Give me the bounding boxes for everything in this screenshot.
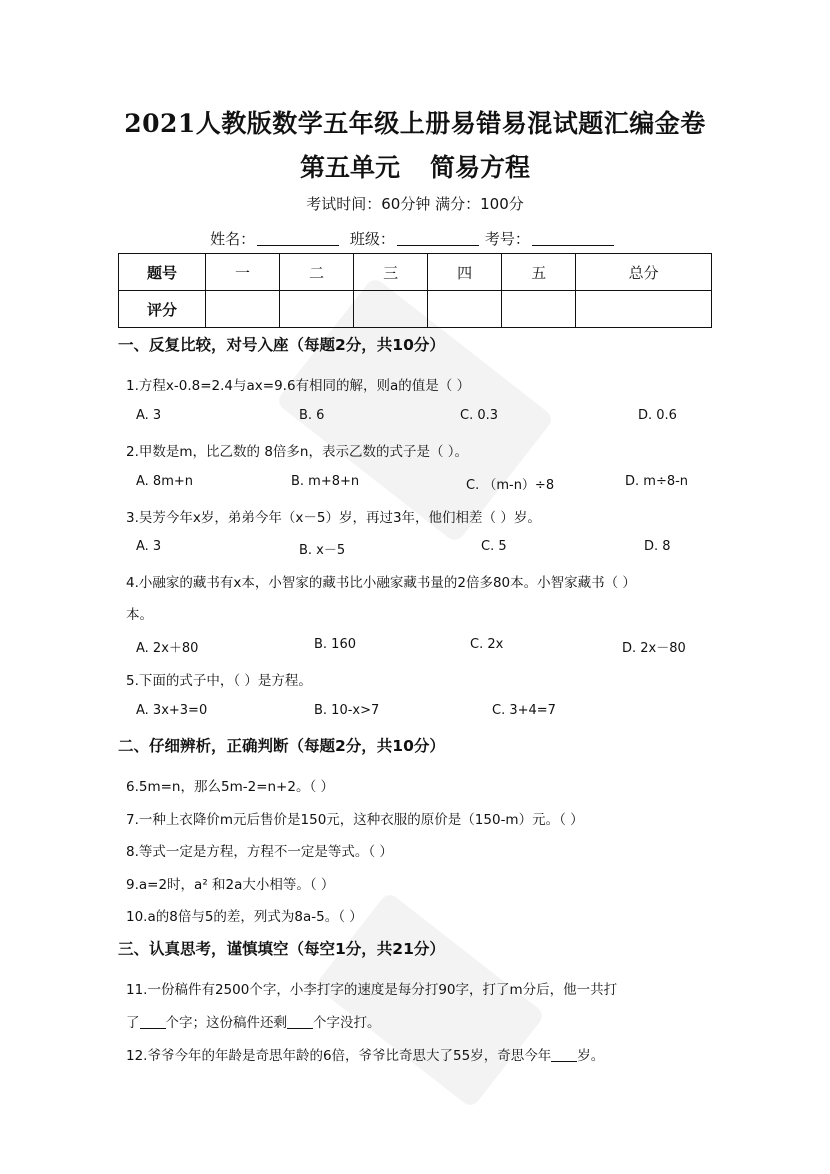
question-11-continued bbox=[126, 1011, 716, 1031]
question-2: 2.甲数是m，比乙数的 8倍多n，表示乙数的式子是（ ）。 bbox=[126, 444, 469, 460]
answer-blank[interactable] bbox=[551, 1049, 577, 1062]
option: C. 0.3 bbox=[460, 408, 499, 423]
question-12 bbox=[126, 1044, 716, 1064]
name-label: 姓名： bbox=[210, 230, 256, 248]
option: C. （m-n）÷8 bbox=[466, 478, 555, 493]
unit-topic: 简易方程 bbox=[430, 153, 531, 182]
option: D. 2x－80 bbox=[622, 641, 686, 656]
page-subtitle bbox=[0, 148, 830, 184]
score-table-header-row bbox=[119, 254, 712, 291]
question-8: 8.等式一定是方程，方程不一定是等式。（ ） bbox=[126, 844, 393, 860]
option: A. 3x+3=0 bbox=[136, 703, 208, 718]
option: D. 8 bbox=[644, 539, 671, 554]
question-3: 3.吴芳今年x岁，弟弟今年（x－5）岁，再过3年，他们相差（ ）岁。 bbox=[126, 510, 541, 526]
answer-blank[interactable] bbox=[140, 1016, 166, 1029]
text-fragment: 个字；这份稿件还剩 bbox=[165, 1015, 287, 1031]
table-cell: 三 bbox=[354, 254, 428, 291]
question-7: 7.一种上衣降价m元后售价是150元，这种衣服的原价是（150-m）元。（ ） bbox=[126, 812, 584, 828]
score-cell[interactable] bbox=[354, 291, 428, 328]
text-fragment: 12.爷爷今年的年龄是奇思年龄的6倍，爷爷比奇思大了55岁，奇思今年 bbox=[126, 1048, 552, 1064]
option: A. 2x＋80 bbox=[136, 641, 199, 656]
table-cell: 五 bbox=[502, 254, 576, 291]
table-cell: 评分 bbox=[119, 291, 206, 328]
page-title: 2021人教版数学五年级上册易错易混试题汇编金卷 bbox=[124, 109, 706, 138]
question-4-continued: 本。 bbox=[126, 607, 153, 623]
question-1: 1.方程x-0.8=2.4与ax=9.6有相同的解，则a的值是（ ） bbox=[126, 378, 471, 394]
score-cell[interactable] bbox=[206, 291, 280, 328]
table-cell: 题号 bbox=[119, 254, 206, 291]
option: C. 3+4=7 bbox=[492, 703, 556, 718]
question-6: 6.5m=n，那么5m-2=n+2。（ ） bbox=[126, 779, 334, 795]
exam-meta: 考试时间：60分钟 满分：100分 bbox=[306, 195, 524, 213]
option: A. 3 bbox=[136, 539, 162, 554]
name-field[interactable] bbox=[257, 231, 339, 246]
score-table bbox=[118, 253, 712, 328]
question-4: 4.小融家的藏书有x本，小智家的藏书比小融家藏书量的2倍多80本。小智家藏书（ ） bbox=[126, 575, 636, 591]
student-info bbox=[0, 228, 830, 249]
number-label: 考号： bbox=[484, 230, 530, 248]
text-fragment: 个字没打。 bbox=[313, 1015, 381, 1031]
option: C. 2x bbox=[470, 637, 504, 652]
score-cell[interactable] bbox=[576, 291, 712, 328]
question-10: 10.a的8倍与5的差，列式为8a-5。（ ） bbox=[126, 909, 363, 925]
score-cell[interactable] bbox=[280, 291, 354, 328]
class-field[interactable] bbox=[397, 231, 479, 246]
question-9: 9.a=2时，a² 和2a大小相等。（ ） bbox=[126, 877, 335, 893]
section-2-title: 二、仔细辨析，正确判断（每题2分，共10分） bbox=[118, 737, 445, 755]
unit-label: 第五单元 bbox=[299, 153, 400, 182]
option: B. 6 bbox=[299, 408, 325, 423]
option: D. m÷8-n bbox=[625, 474, 689, 489]
score-cell[interactable] bbox=[428, 291, 502, 328]
option: B. 10-x>7 bbox=[314, 703, 380, 718]
text-fragment: 了 bbox=[126, 1015, 140, 1031]
score-cell[interactable] bbox=[502, 291, 576, 328]
question-5: 5.下面的式子中，（ ）是方程。 bbox=[126, 673, 312, 689]
section-1-title: 一、反复比较，对号入座（每题2分，共10分） bbox=[118, 336, 445, 354]
table-cell: 二 bbox=[280, 254, 354, 291]
option: B. x－5 bbox=[299, 543, 346, 558]
number-field[interactable] bbox=[532, 231, 614, 246]
option: B. m+8+n bbox=[291, 474, 360, 489]
answer-blank[interactable] bbox=[287, 1016, 313, 1029]
table-cell: 总分 bbox=[576, 254, 712, 291]
option: B. 160 bbox=[314, 637, 356, 652]
table-cell: 四 bbox=[428, 254, 502, 291]
table-cell: 一 bbox=[206, 254, 280, 291]
option: A. 8m+n bbox=[136, 474, 193, 489]
score-table-score-row bbox=[119, 291, 712, 328]
class-label: 班级： bbox=[349, 230, 395, 248]
option: D. 0.6 bbox=[638, 408, 677, 423]
section-3-title: 三、认真思考，谨慎填空（每空1分，共21分） bbox=[118, 940, 445, 958]
question-11: 11.一份稿件有2500个字，小李打字的速度是每分打90字，打了m分后，他一共打 bbox=[126, 982, 618, 998]
text-fragment: 岁。 bbox=[577, 1048, 605, 1064]
option: C. 5 bbox=[481, 539, 507, 554]
option: A. 3 bbox=[136, 408, 162, 423]
